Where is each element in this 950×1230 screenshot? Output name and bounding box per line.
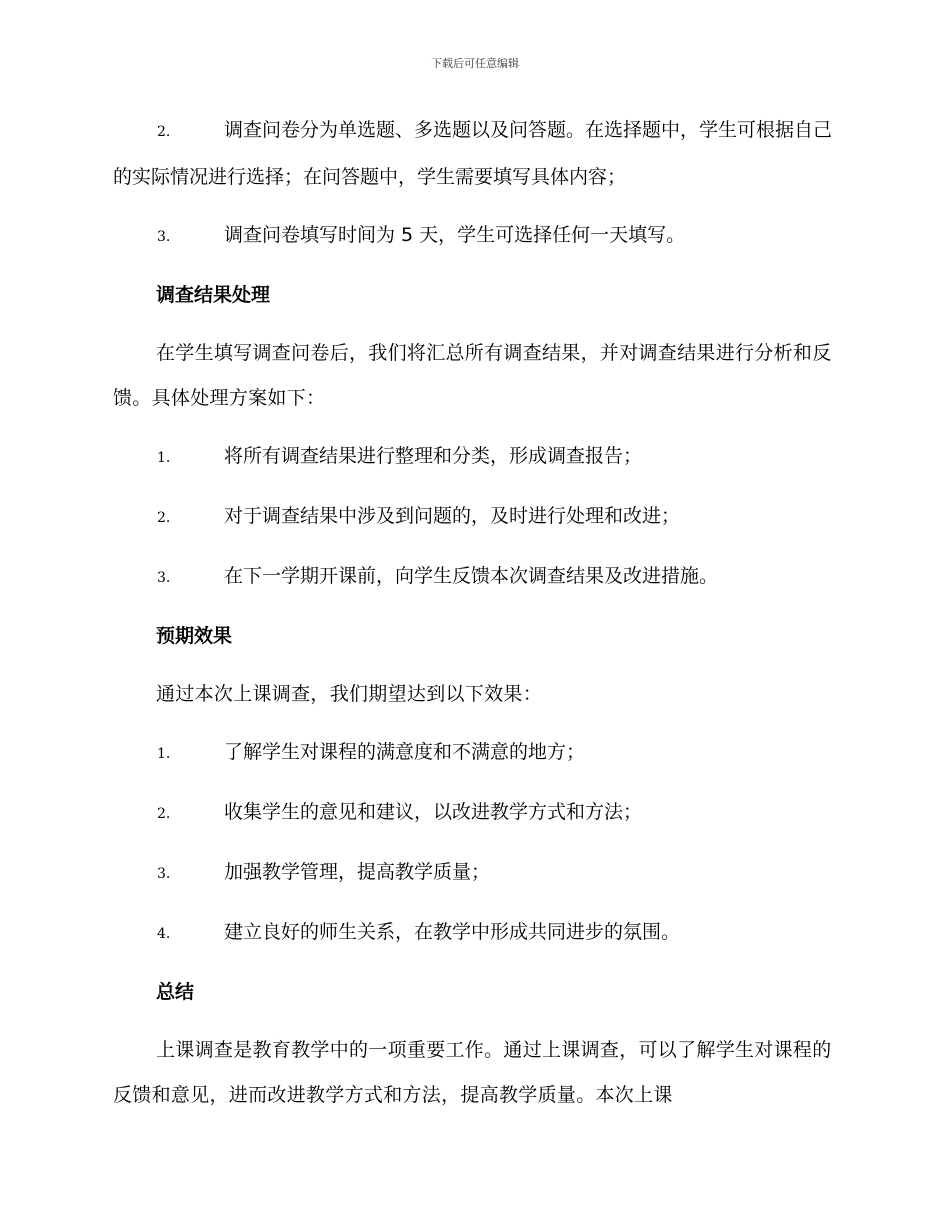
section-heading: 总结 xyxy=(156,981,195,1003)
list-item xyxy=(113,910,833,957)
list-item xyxy=(113,850,833,897)
section-heading: 预期效果 xyxy=(156,625,233,647)
list-text: 加强教学管理，提高教学质量； xyxy=(224,861,491,883)
page-header: 下载后可任意编辑 xyxy=(431,57,519,70)
list-text: 调查问卷分为单选题、多选题以及问答题。在选择题中，学生可根据自己的实际情况进行选择；在问答题中，学生需要填写具体内容； xyxy=(113,119,833,188)
list-number: 4. xyxy=(157,926,171,942)
paragraph: 在学生填写调查问卷后，我们将汇总所有调查结果，并对调查结果进行分析和反馈。具体处理方案如下： xyxy=(113,342,832,409)
list-item xyxy=(113,434,833,481)
paragraph: 通过本次上课调查，我们期望达到以下效果： xyxy=(156,683,543,705)
list-item xyxy=(113,213,833,260)
list-number: 2. xyxy=(157,510,171,526)
list-text: 将所有调查结果进行整理和分类，形成调查报告； xyxy=(224,445,643,467)
document-body xyxy=(113,108,833,1118)
list-text: 对于调查结果中涉及到问题的，及时进行处理和改进； xyxy=(224,505,681,527)
list-number: 3. xyxy=(157,229,171,245)
list-number: 3. xyxy=(157,866,171,882)
list-text: 收集学生的意见和建议，以改进教学方式和方法； xyxy=(224,801,643,823)
list-text: 调查问卷填写时间为 5 天，学生可选择任何一天填写。 xyxy=(224,224,686,246)
list-number: 2. xyxy=(157,806,171,822)
list-number: 3. xyxy=(157,570,171,586)
list-item xyxy=(113,730,833,777)
list-text: 了解学生对课程的满意度和不满意的地方； xyxy=(224,741,586,763)
list-item xyxy=(113,790,833,837)
section-heading: 调查结果处理 xyxy=(156,284,271,306)
list-item xyxy=(113,494,833,541)
paragraph: 上课调查是教育教学中的一项重要工作。通过上课调查，可以了解学生对课程的反馈和意见，进而改进教学方式和方法，提高教学质量。本次上课 xyxy=(113,1039,832,1106)
list-number: 1. xyxy=(157,746,171,762)
list-item xyxy=(113,108,833,200)
list-text: 在下一学期开课前，向学生反馈本次调查结果及改进措施。 xyxy=(224,565,719,587)
list-number: 2. xyxy=(157,124,171,140)
list-text: 建立良好的师生关系，在教学中形成共同进步的氛围。 xyxy=(224,921,681,943)
list-item xyxy=(113,554,833,601)
list-number: 1. xyxy=(157,450,171,466)
